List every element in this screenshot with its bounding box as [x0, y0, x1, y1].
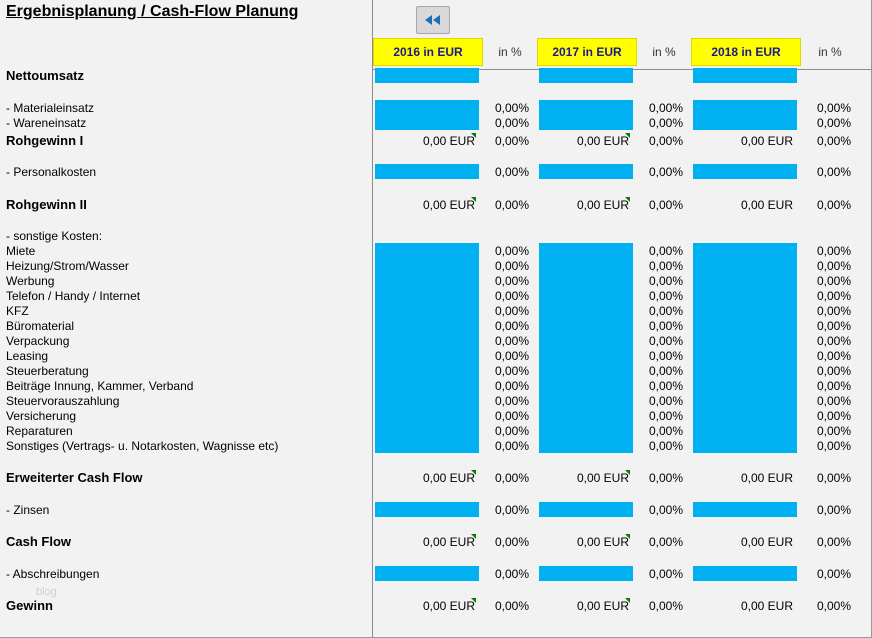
value-cell-percent[interactable]: 0,00%: [494, 198, 529, 212]
editable-cell[interactable]: [693, 100, 797, 115]
value-cell-percent[interactable]: 0,00%: [648, 116, 683, 130]
value-cell-percent[interactable]: 0,00%: [816, 101, 851, 115]
editable-cell[interactable]: [693, 378, 797, 393]
value-cell-percent[interactable]: 0,00%: [648, 244, 683, 258]
value-cell-percent[interactable]: 0,00%: [816, 394, 851, 408]
editable-cell[interactable]: [539, 363, 633, 378]
comment-marker-icon: [471, 534, 476, 539]
row-label: Beiträge Innung, Kammer, Verband: [6, 379, 194, 393]
value-cell-percent[interactable]: 0,00%: [494, 567, 529, 581]
value-cell-currency[interactable]: 0,00 EUR: [422, 134, 475, 148]
editable-cell[interactable]: [693, 243, 797, 258]
row-label: Erweiterter Cash Flow: [6, 470, 143, 485]
value-cell-percent[interactable]: 0,00%: [816, 198, 851, 212]
value-cell-currency[interactable]: 0,00 EUR: [576, 198, 629, 212]
value-cell-percent[interactable]: 0,00%: [816, 409, 851, 423]
editable-cell[interactable]: [693, 318, 797, 333]
editable-cell[interactable]: [375, 502, 479, 517]
editable-cell[interactable]: [375, 423, 479, 438]
value-cell-percent[interactable]: 0,00%: [494, 439, 529, 453]
column-header-percent[interactable]: in %: [483, 38, 537, 66]
comment-marker-icon: [625, 598, 630, 603]
value-cell-currency[interactable]: 0,00 EUR: [740, 134, 793, 148]
value-cell-percent[interactable]: 0,00%: [494, 503, 529, 517]
value-cell-percent[interactable]: 0,00%: [816, 503, 851, 517]
editable-cell[interactable]: [375, 318, 479, 333]
value-cell-percent[interactable]: 0,00%: [494, 364, 529, 378]
value-cell-percent[interactable]: 0,00%: [494, 274, 529, 288]
value-cell-percent[interactable]: 0,00%: [648, 379, 683, 393]
value-cell-percent[interactable]: 0,00%: [816, 244, 851, 258]
editable-cell[interactable]: [693, 333, 797, 348]
editable-cell[interactable]: [539, 288, 633, 303]
value-cell-percent[interactable]: 0,00%: [648, 424, 683, 438]
value-cell-percent[interactable]: 0,00%: [648, 599, 683, 613]
row-label: Steuervorauszahlung: [6, 394, 120, 408]
editable-cell[interactable]: [693, 115, 797, 130]
value-cell-percent[interactable]: 0,00%: [816, 134, 851, 148]
value-cell-percent[interactable]: 0,00%: [648, 165, 683, 179]
row-label: - Personalkosten: [6, 165, 97, 179]
editable-cell[interactable]: [539, 164, 633, 179]
editable-cell[interactable]: [693, 288, 797, 303]
editable-cell[interactable]: [539, 408, 633, 423]
value-cell-percent[interactable]: 0,00%: [816, 567, 851, 581]
value-cell-percent[interactable]: 0,00%: [816, 439, 851, 453]
column-header-year[interactable]: 2018 in EUR: [691, 38, 801, 66]
value-cell-currency[interactable]: 0,00 EUR: [576, 599, 629, 613]
comment-marker-icon: [471, 197, 476, 202]
value-cell-percent[interactable]: 0,00%: [648, 304, 683, 318]
value-cell-currency[interactable]: 0,00 EUR: [422, 535, 475, 549]
row-label: Sonstiges (Vertrags- u. Notarkosten, Wagnisse etc): [6, 439, 279, 453]
editable-cell[interactable]: [375, 363, 479, 378]
editable-cell[interactable]: [375, 68, 479, 83]
row-label: Nettoumsatz: [6, 68, 85, 83]
editable-cell[interactable]: [539, 393, 633, 408]
row-label: Cash Flow: [6, 534, 72, 549]
page-title: Ergebnisplanung / Cash-Flow Planung: [6, 3, 299, 20]
value-cell-percent[interactable]: 0,00%: [648, 471, 683, 485]
value-cell-currency[interactable]: 0,00 EUR: [740, 599, 793, 613]
value-cell-percent[interactable]: 0,00%: [648, 289, 683, 303]
comment-marker-icon: [471, 133, 476, 138]
editable-cell[interactable]: [375, 348, 479, 363]
editable-cell[interactable]: [539, 438, 633, 453]
value-cell-percent[interactable]: 0,00%: [494, 334, 529, 348]
editable-cell[interactable]: [375, 243, 479, 258]
editable-cell[interactable]: [375, 566, 479, 581]
value-cell-percent[interactable]: 0,00%: [494, 304, 529, 318]
value-cell-percent[interactable]: 0,00%: [816, 364, 851, 378]
editable-cell[interactable]: [693, 363, 797, 378]
editable-cell[interactable]: [539, 115, 633, 130]
column-header-year[interactable]: 2016 in EUR: [373, 38, 483, 66]
editable-cell[interactable]: [375, 258, 479, 273]
back-button[interactable]: [416, 6, 450, 34]
value-cell-percent[interactable]: 0,00%: [494, 116, 529, 130]
value-cell-currency[interactable]: 0,00 EUR: [576, 535, 629, 549]
value-cell-percent[interactable]: 0,00%: [816, 259, 851, 273]
value-cell-currency[interactable]: 0,00 EUR: [422, 198, 475, 212]
editable-cell[interactable]: [693, 408, 797, 423]
comment-marker-icon: [625, 133, 630, 138]
value-cell-percent[interactable]: 0,00%: [494, 319, 529, 333]
value-cell-percent[interactable]: 0,00%: [648, 274, 683, 288]
value-cell-percent[interactable]: 0,00%: [494, 424, 529, 438]
value-cell-percent[interactable]: 0,00%: [648, 319, 683, 333]
value-cell-currency[interactable]: 0,00 EUR: [576, 134, 629, 148]
value-cell-percent[interactable]: 0,00%: [816, 535, 851, 549]
value-cell-percent[interactable]: 0,00%: [816, 165, 851, 179]
editable-cell[interactable]: [539, 318, 633, 333]
value-cell-percent[interactable]: 0,00%: [648, 364, 683, 378]
row-label: Werbung: [6, 274, 55, 288]
row-label: Heizung/Strom/Wasser: [6, 259, 129, 273]
value-cell-percent[interactable]: 0,00%: [816, 599, 851, 613]
value-cell-currency[interactable]: 0,00 EUR: [740, 198, 793, 212]
editable-cell[interactable]: [693, 273, 797, 288]
value-cell-percent[interactable]: 0,00%: [494, 394, 529, 408]
value-cell-percent[interactable]: 0,00%: [648, 334, 683, 348]
value-cell-percent[interactable]: 0,00%: [494, 101, 529, 115]
editable-cell[interactable]: [693, 348, 797, 363]
value-cell-percent[interactable]: 0,00%: [816, 304, 851, 318]
editable-cell[interactable]: [375, 333, 479, 348]
value-cell-percent[interactable]: 0,00%: [816, 471, 851, 485]
value-cell-percent[interactable]: 0,00%: [648, 259, 683, 273]
title-cell: [0, 0, 373, 70]
value-cell-currency[interactable]: 0,00 EUR: [576, 471, 629, 485]
column-header-year[interactable]: 2017 in EUR: [537, 38, 637, 66]
value-cell-percent[interactable]: 0,00%: [816, 379, 851, 393]
sheet-header: [0, 0, 872, 70]
row-label: KFZ: [6, 304, 29, 318]
value-cell-percent[interactable]: 0,00%: [816, 349, 851, 363]
comment-marker-icon: [471, 470, 476, 475]
value-cell-percent[interactable]: 0,00%: [494, 244, 529, 258]
row-label: Verpackung: [6, 334, 70, 348]
value-cell-percent[interactable]: 0,00%: [648, 198, 683, 212]
editable-cell[interactable]: [375, 100, 479, 115]
value-cell-currency[interactable]: 0,00 EUR: [740, 535, 793, 549]
value-cell-percent[interactable]: 0,00%: [494, 535, 529, 549]
editable-cell[interactable]: [693, 438, 797, 453]
row-label: Telefon / Handy / Internet: [6, 289, 141, 303]
editable-cell[interactable]: [539, 100, 633, 115]
editable-cell[interactable]: [539, 378, 633, 393]
value-cell-percent[interactable]: 0,00%: [494, 379, 529, 393]
row-label: Versicherung: [6, 409, 77, 423]
editable-cell[interactable]: [539, 423, 633, 438]
value-cell-percent[interactable]: 0,00%: [816, 289, 851, 303]
comment-marker-icon: [625, 470, 630, 475]
row-label: Steuerberatung: [6, 364, 89, 378]
value-cell-percent[interactable]: 0,00%: [648, 134, 683, 148]
column-header-percent[interactable]: in %: [637, 38, 691, 66]
value-cell-percent[interactable]: 0,00%: [648, 101, 683, 115]
value-cell-percent[interactable]: 0,00%: [816, 274, 851, 288]
value-cell-percent[interactable]: 0,00%: [494, 165, 529, 179]
rewind-icon: [424, 14, 442, 26]
editable-cell[interactable]: [539, 502, 633, 517]
value-cell-percent[interactable]: 0,00%: [648, 439, 683, 453]
editable-cell[interactable]: [693, 258, 797, 273]
row-label: - Zinsen: [6, 503, 50, 517]
editable-cell[interactable]: [375, 303, 479, 318]
editable-cell[interactable]: [539, 273, 633, 288]
value-cell-percent[interactable]: 0,00%: [494, 259, 529, 273]
editable-cell[interactable]: [375, 393, 479, 408]
comment-marker-icon: [625, 197, 630, 202]
row-label: Leasing: [6, 349, 49, 363]
row-label: Gewinn: [6, 598, 53, 613]
row-label: - Wareneinsatz: [6, 116, 87, 130]
editable-cell[interactable]: [539, 243, 633, 258]
row-label: Miete: [6, 244, 36, 258]
editable-cell[interactable]: [693, 164, 797, 179]
value-cell-percent[interactable]: 0,00%: [816, 116, 851, 130]
row-label: Büromaterial: [6, 319, 75, 333]
editable-cell[interactable]: [375, 288, 479, 303]
editable-cell[interactable]: [693, 393, 797, 408]
comment-marker-icon: [471, 598, 476, 603]
value-cell-percent[interactable]: 0,00%: [494, 471, 529, 485]
value-cell-percent[interactable]: 0,00%: [816, 424, 851, 438]
editable-cell[interactable]: [693, 566, 797, 581]
editable-cell[interactable]: [375, 115, 479, 130]
row-label: - Materialeinsatz: [6, 101, 95, 115]
editable-cell[interactable]: [375, 273, 479, 288]
value-cell-percent[interactable]: 0,00%: [648, 567, 683, 581]
value-cell-percent[interactable]: 0,00%: [816, 334, 851, 348]
watermark: blog: [36, 586, 57, 598]
editable-cell[interactable]: [375, 378, 479, 393]
row-label: - sonstige Kosten:: [6, 229, 103, 243]
editable-cell[interactable]: [539, 68, 633, 83]
value-cell-percent[interactable]: 0,00%: [494, 349, 529, 363]
editable-cell[interactable]: [693, 502, 797, 517]
editable-cell[interactable]: [693, 423, 797, 438]
editable-cell[interactable]: [693, 68, 797, 83]
row-label: Rohgewinn I: [6, 133, 84, 148]
value-cell-percent[interactable]: 0,00%: [648, 409, 683, 423]
value-cell-currency[interactable]: 0,00 EUR: [740, 471, 793, 485]
value-cell-percent[interactable]: 0,00%: [494, 134, 529, 148]
column-header-percent[interactable]: in %: [801, 38, 859, 66]
editable-cell[interactable]: [539, 303, 633, 318]
value-cell-currency[interactable]: 0,00 EUR: [422, 471, 475, 485]
value-cell-percent[interactable]: 0,00%: [648, 349, 683, 363]
editable-cell[interactable]: [375, 438, 479, 453]
value-cell-percent[interactable]: 0,00%: [494, 409, 529, 423]
value-cell-percent[interactable]: 0,00%: [648, 503, 683, 517]
editable-cell[interactable]: [375, 164, 479, 179]
editable-cell[interactable]: [539, 566, 633, 581]
editable-cell[interactable]: [539, 333, 633, 348]
editable-cell[interactable]: [539, 348, 633, 363]
value-cell-percent[interactable]: 0,00%: [648, 394, 683, 408]
value-cell-percent[interactable]: 0,00%: [648, 535, 683, 549]
row-label: - Abschreibungen: [6, 567, 100, 581]
row-label-column: [0, 70, 373, 638]
value-cell-percent[interactable]: 0,00%: [494, 289, 529, 303]
value-cell-currency[interactable]: 0,00 EUR: [422, 599, 475, 613]
editable-cell[interactable]: [539, 258, 633, 273]
editable-cell[interactable]: [375, 408, 479, 423]
comment-marker-icon: [625, 534, 630, 539]
row-label: Rohgewinn II: [6, 197, 87, 212]
row-label: Reparaturen: [6, 424, 73, 438]
value-cell-percent[interactable]: 0,00%: [816, 319, 851, 333]
editable-cell[interactable]: [693, 303, 797, 318]
value-cell-percent[interactable]: 0,00%: [494, 599, 529, 613]
